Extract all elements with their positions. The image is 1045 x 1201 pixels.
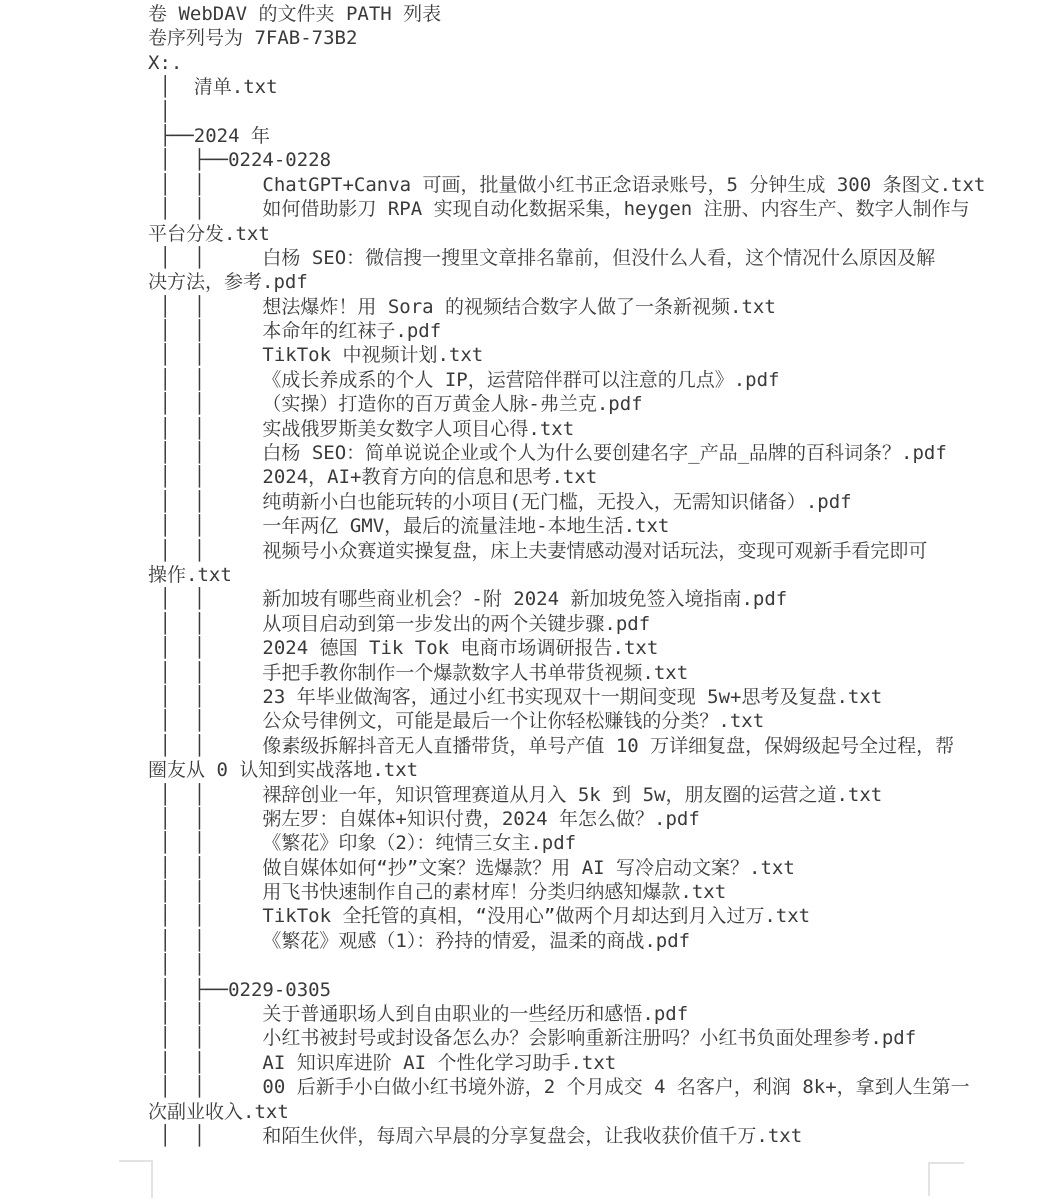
tree-row: │ │ AI 知识库进阶 AI 个性化学习助手.txt [148, 1051, 617, 1074]
tree-row: │ │ 00 后新手小白做小红书境外游，2 个月成交 4 名客户，利润 8k+，拿到人生第一 [148, 1076, 970, 1099]
tree-row: ├──2024 年 [148, 124, 270, 147]
tree-row: │ │ 如何借助影刀 RPA 实现自动化数据采集，heygen 注册、内容生产、数字人制作与 [148, 198, 970, 221]
tree-row: 决方法，参考.pdf [148, 271, 308, 294]
tree-row: │ │ 纯萌新小白也能玩转的小项目(无门槛，无投入，无需知识储备）.pdf [148, 490, 852, 513]
tree-row: │ │ 粥左罗：自媒体+知识付费，2024 年怎么做？.pdf [148, 807, 700, 830]
tree-row: 卷 WebDAV 的文件夹 PATH 列表 [148, 3, 442, 25]
tree-row: │ │ 白杨 SEO：简单说说企业或个人为什么要创建名字_产品_品牌的百科词条？.pdf [148, 442, 947, 465]
tree-row: │ │ TikTok 全托管的真相，“没用心”做两个月却达到月入过万.txt [148, 905, 811, 928]
tree-row: │ 清单.txt [148, 76, 278, 99]
tree-row: │ │ 本命年的红袜子.pdf [148, 320, 442, 343]
tree-row: │ │ 《繁花》观感（1）：矜持的情爱，温柔的商战.pdf [148, 929, 691, 952]
tree-row: │ │ 23 年毕业做淘客，通过小红书实现双十一期间变现 5w+思考及复盘.txt [148, 685, 883, 708]
tree-row: │ │ 手把手教你制作一个爆款数字人书单带货视频.txt [148, 661, 689, 684]
tree-row: │ │ 和陌生伙伴，每周六早晨的分享复盘会，让我收获价值千万.txt [148, 1124, 803, 1147]
tree-listing-text[interactable] [148, 2, 986, 1148]
tree-row: │ ├──0224-0228 [148, 149, 332, 172]
tree-row: │ │ （实操）打造你的百万黄金人脉-弗兰克.pdf [148, 393, 643, 416]
tree-row: │ │ 视频号小众赛道实操复盘，床上夫妻情感动漫对话玩法，变现可观新手看完即可 [148, 539, 928, 562]
tree-row: │ │ 小红书被封号或封设备怎么办？会影响重新注册吗？小红书负面处理参考.pdf [148, 1027, 917, 1050]
tree-row: X:. [148, 51, 183, 74]
tree-row: │ │ 2024，AI+教育方向的信息和思考.txt [148, 466, 598, 489]
tree-row: │ │ 2024 德国 Tik Tok 电商市场调研报告.txt [148, 637, 659, 660]
tree-row: │ │ [148, 954, 206, 977]
page-corner-mark-left [119, 1160, 153, 1198]
tree-row: 次副业收入.txt [148, 1100, 289, 1123]
tree-row: │ │ 《繁花》印象（2）：纯情三女主.pdf [148, 832, 577, 855]
tree-row: │ │ 《成长养成系的个人 IP，运营陪伴群可以注意的几点》.pdf [148, 368, 780, 391]
tree-row: │ │ TikTok 中视频计划.txt [148, 344, 484, 367]
tree-row: 卷序列号为 7FAB-73B2 [148, 27, 358, 50]
tree-row: │ [148, 100, 171, 123]
tree-row: 平台分发.txt [148, 222, 270, 245]
tree-row: │ │ 关于普通职场人到自由职业的一些经历和感悟.pdf [148, 1003, 689, 1026]
tree-row: 圈友从 0 认知到实战落地.txt [148, 759, 419, 782]
tree-row: │ │ 新加坡有哪些商业机会？-附 2024 新加坡免签入境指南.pdf [148, 588, 788, 611]
tree-row: │ │ 像素级拆解抖音无人直播带货，单号产值 10 万详细复盘，保姆级起号全过程，帮 [148, 734, 955, 757]
tree-row: │ │ 用飞书快速制作自己的素材库！分类归纳感知爆款.txt [148, 881, 727, 904]
tree-row: 操作.txt [148, 563, 232, 586]
page-corner-mark-right [928, 1162, 964, 1196]
tree-row: │ │ 公众号律例文，可能是最后一个让你轻松赚钱的分类？.txt [148, 710, 765, 733]
tree-row: │ ├──0229-0305 [148, 978, 332, 1001]
tree-row: │ │ ChatGPT+Canva 可画，批量做小红书正念语录账号，5 分钟生成 300 条图文.txt [148, 173, 986, 196]
tree-row: │ │ 做自媒体如何“抄”文案？选爆款？用 AI 写冷启动文案？.txt [148, 856, 795, 879]
tree-row: │ │ 一年两亿 GMV，最后的流量洼地-本地生活.txt [148, 515, 670, 538]
tree-row: │ │ 白杨 SEO：微信搜一搜里文章排名靠前，但没什么人看，这个情况什么原因及解 [148, 246, 936, 269]
tree-row: │ │ 实战俄罗斯美女数字人项目心得.txt [148, 417, 575, 440]
tree-row: │ │ 想法爆炸！用 Sora 的视频结合数字人做了一条新视频.txt [148, 295, 776, 318]
tree-row: │ │ 裸辞创业一年，知识管理赛道从月入 5k 到 5w，朋友圈的运营之道.txt [148, 783, 883, 806]
tree-row: │ │ 从项目启动到第一步发出的两个关键步骤.pdf [148, 612, 651, 635]
